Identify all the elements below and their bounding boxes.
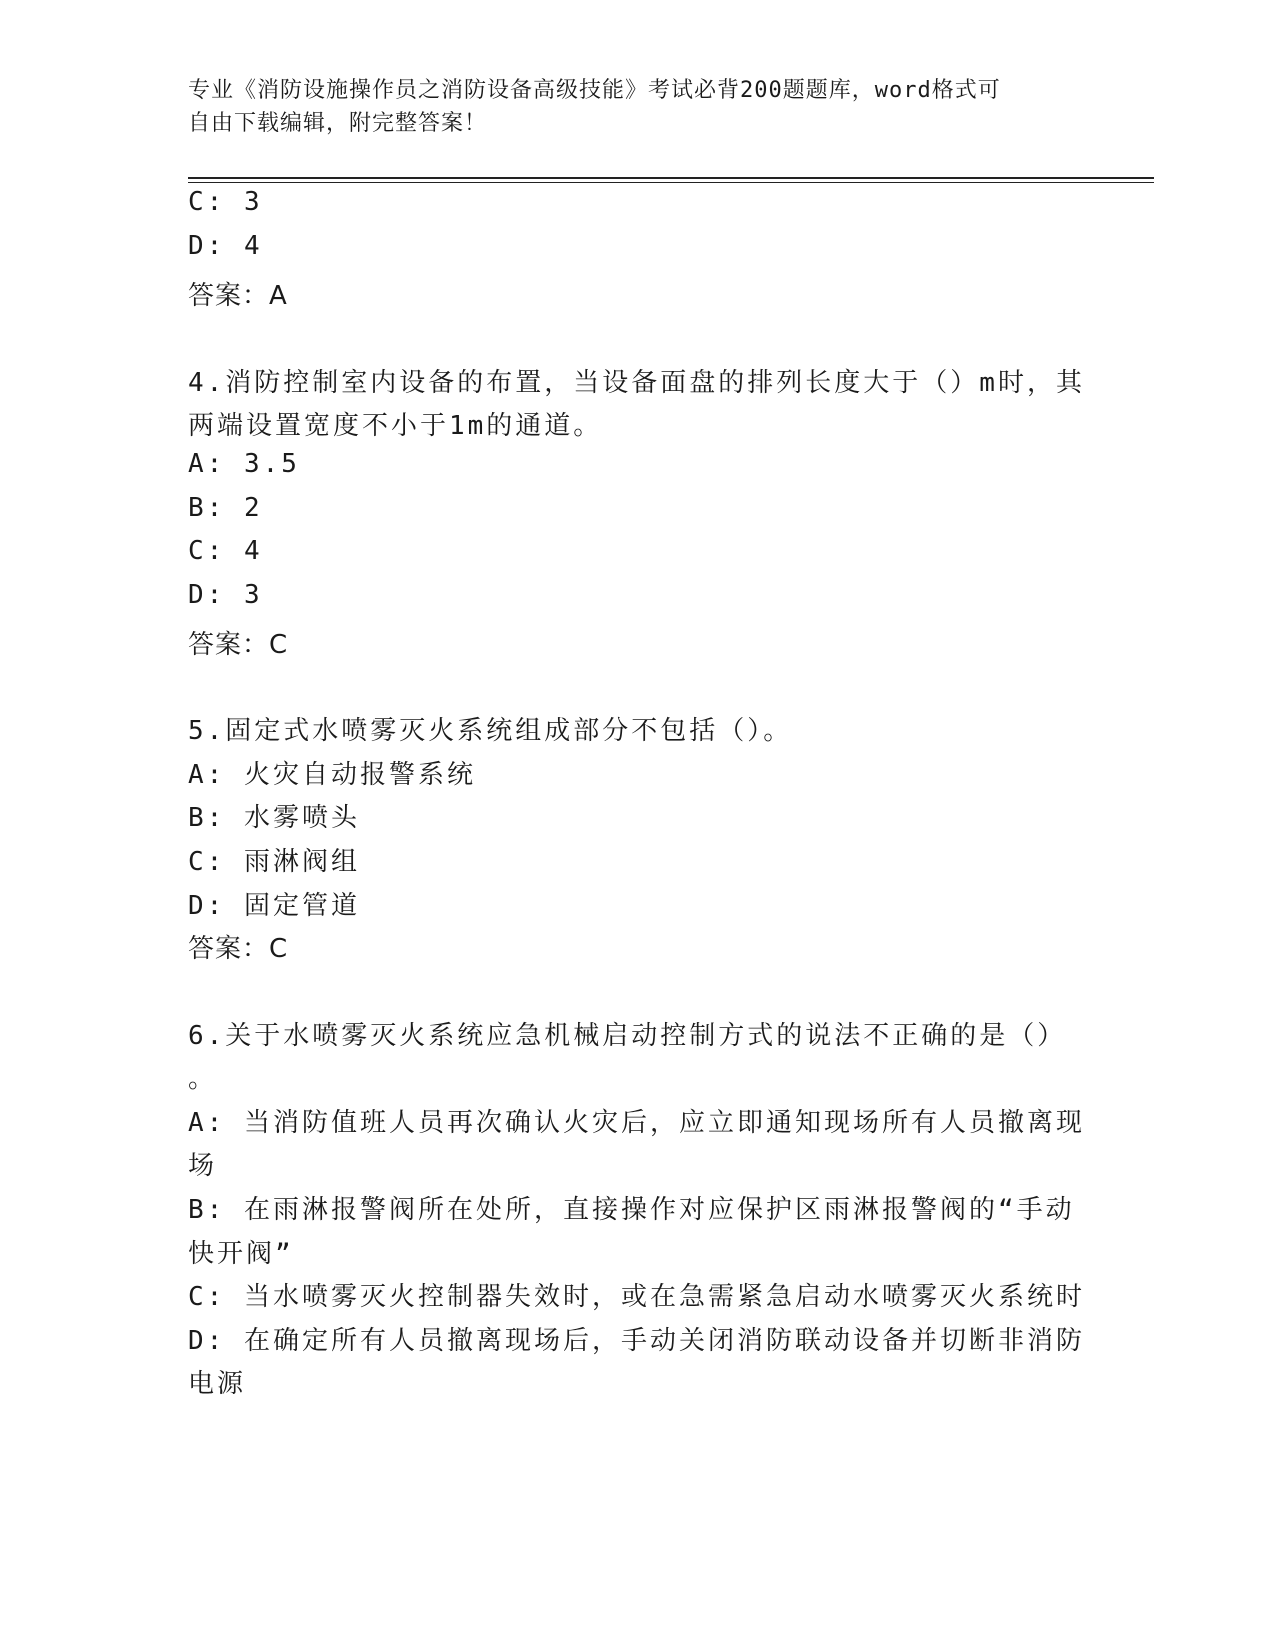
q4-answer: 答案：C [188,630,289,660]
q3-option-d: D: 4 [188,231,263,261]
q4-option-b: B: 2 [188,493,263,523]
q3-answer: 答案：A [188,281,288,311]
header-divider-thin [188,182,1154,183]
q5-option-c: C: 雨淋阀组 [188,847,360,877]
q6-stem-line-2: 。 [188,1064,218,1094]
q5-stem: 5.固定式水喷雾灭火系统组成部分不包括（）。 [188,716,793,746]
q6-option-b-line-2: 快开阀” [188,1239,294,1269]
q6-option-d-line-1: D: 在确定所有人员撤离现场后，手动关闭消防联动设备并切断非消防 [188,1326,1085,1356]
q6-stem-line-1: 6.关于水喷雾灭火系统应急机械启动控制方式的说法不正确的是（） [188,1021,1067,1051]
page-header [188,74,1088,140]
q5-option-b: B: 水雾喷头 [188,803,360,833]
q5-answer: 答案：C [188,934,289,964]
q4-stem-line-2: 两端设置宽度不小于1m的通道。 [188,411,603,441]
header-title-line-1: 专业《消防设施操作员之消防设备高级技能》考试必背200题题库，word格式可 [188,78,1001,103]
q5-option-d: D: 固定管道 [188,891,360,921]
q6-option-a-line-2: 场 [188,1151,218,1181]
q4-stem-line-1: 4.消防控制室内设备的布置，当设备面盘的排列长度大于（）m时，其 [188,368,1085,398]
q4-option-c: C: 4 [188,536,263,566]
q6-option-a-line-1: A: 当消防值班人员再次确认火灾后，应立即通知现场所有人员撤离现 [188,1108,1085,1138]
q3-option-c: C: 3 [188,187,263,217]
q5-option-a: A: 火灾自动报警系统 [188,760,476,790]
q6-option-c: C: 当水喷雾灭火控制器失效时，或在急需紧急启动水喷雾灭火系统时 [188,1282,1085,1312]
q4-option-d: D: 3 [188,580,263,610]
header-title-line-2: 自由下载编辑，附完整答案！ [188,111,488,136]
q4-option-a: A: 3.5 [188,449,300,479]
q6-option-d-line-2: 电源 [188,1369,247,1399]
q6-option-b-line-1: B: 在雨淋报警阀所在处所，直接操作对应保护区雨淋报警阀的“手动 [188,1195,1075,1225]
header-divider-thick [188,177,1154,179]
